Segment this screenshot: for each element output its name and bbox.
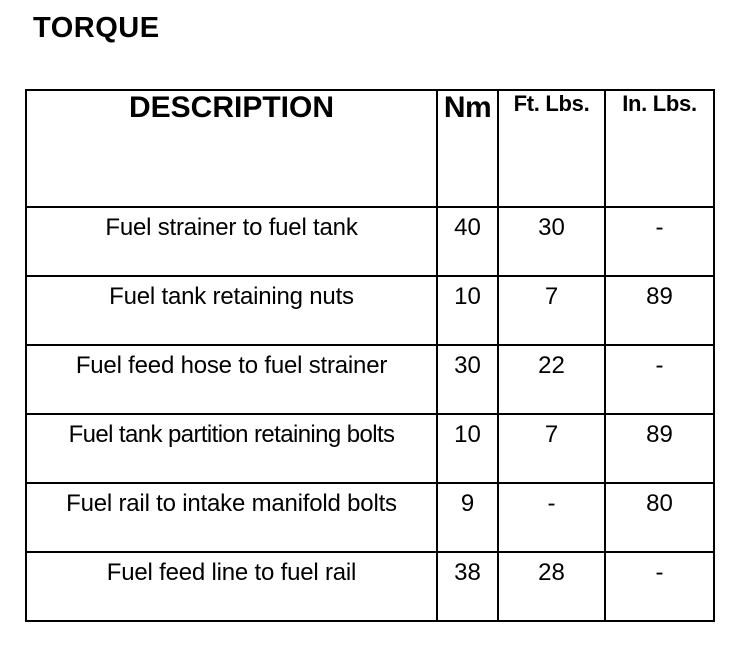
cell-description: Fuel feed hose to fuel strainer bbox=[26, 345, 437, 414]
cell-ft-lbs: 22 bbox=[498, 345, 605, 414]
cell-nm: 10 bbox=[437, 414, 498, 483]
table-row bbox=[26, 207, 714, 276]
cell-description: Fuel tank retaining nuts bbox=[26, 276, 437, 345]
table-row bbox=[26, 345, 714, 414]
cell-in-lbs: 80 bbox=[605, 483, 714, 552]
header-ft-lbs: Ft. Lbs. bbox=[498, 90, 605, 207]
cell-description: Fuel strainer to fuel tank bbox=[26, 207, 437, 276]
header-in-lbs: In. Lbs. bbox=[605, 90, 714, 207]
table-row bbox=[26, 276, 714, 345]
cell-ft-lbs: 30 bbox=[498, 207, 605, 276]
header-description: DESCRIPTION bbox=[26, 90, 437, 207]
cell-ft-lbs: 7 bbox=[498, 414, 605, 483]
cell-in-lbs: 89 bbox=[605, 414, 714, 483]
cell-ft-lbs: - bbox=[498, 483, 605, 552]
cell-nm: 9 bbox=[437, 483, 498, 552]
cell-nm: 10 bbox=[437, 276, 498, 345]
cell-in-lbs: 89 bbox=[605, 276, 714, 345]
cell-description: Fuel tank partition retaining bolts bbox=[26, 414, 437, 483]
cell-in-lbs: - bbox=[605, 345, 714, 414]
header-nm: Nm bbox=[437, 90, 498, 207]
cell-ft-lbs: 28 bbox=[498, 552, 605, 621]
cell-nm: 40 bbox=[437, 207, 498, 276]
table-row bbox=[26, 414, 714, 483]
cell-nm: 38 bbox=[437, 552, 498, 621]
torque-table bbox=[25, 89, 715, 622]
cell-description: Fuel rail to intake manifold bolts bbox=[26, 483, 437, 552]
header-row bbox=[26, 90, 714, 207]
table-row bbox=[26, 552, 714, 621]
cell-description: Fuel feed line to fuel rail bbox=[26, 552, 437, 621]
page-title: TORQUE bbox=[33, 12, 160, 44]
cell-in-lbs: - bbox=[605, 552, 714, 621]
cell-nm: 30 bbox=[437, 345, 498, 414]
cell-in-lbs: - bbox=[605, 207, 714, 276]
cell-ft-lbs: 7 bbox=[498, 276, 605, 345]
table-row bbox=[26, 483, 714, 552]
